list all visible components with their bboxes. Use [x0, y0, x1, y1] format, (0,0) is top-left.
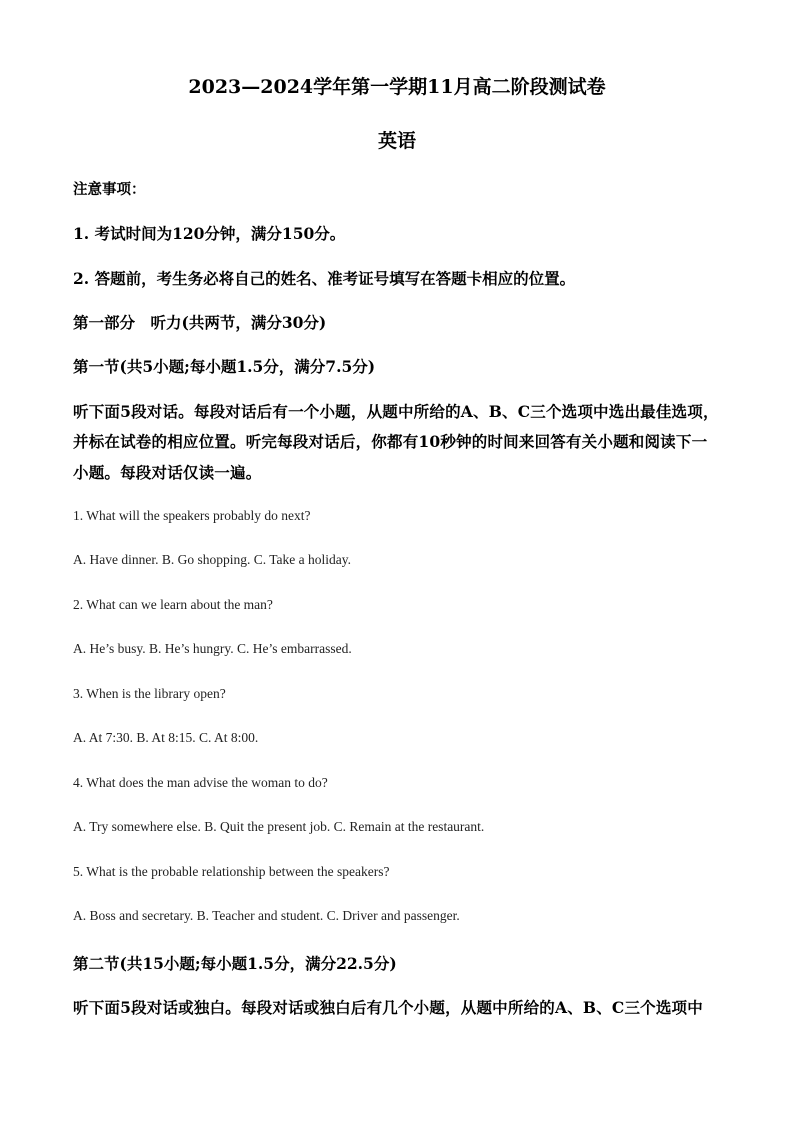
question-text: 1. What will the speakers probably do next?: [73, 508, 311, 523]
part-title: 第一部分 听力(共两节，满分30分): [73, 313, 327, 332]
instruction-line: 听下面5段对话。每段对话后有一个小题，从题中所给的A、B、C三个选项中选出最佳选项，: [73, 402, 719, 421]
subject-title: 英语: [377, 130, 416, 152]
notice-item: 1. 考试时间为120分钟，满分150分。: [73, 224, 346, 243]
question-options: A. He’s busy. B. He’s hungry. C. He’s embarrassed.: [73, 641, 352, 656]
instruction-line: 听下面5段对话或独白。每段对话或独白后有几个小题，从题中所给的A、B、C三个选项中: [73, 998, 703, 1017]
instruction-line: 小题。每段对话仅读一遍。: [73, 463, 262, 482]
section-title: 第二节(共15小题;每小题1.5分，满分22.5分): [73, 954, 397, 973]
exam-title: 2023—2024学年第一学期11月高二阶段测试卷: [188, 76, 606, 98]
question-text: 3. When is the library open?: [73, 686, 226, 701]
notice-heading: 注意事项：: [73, 181, 146, 198]
question-text: 2. What can we learn about the man?: [73, 597, 273, 612]
question-options: A. Try somewhere else. B. Quit the present job. C. Remain at the restaurant.: [73, 819, 485, 834]
instruction-line: 并标在试卷的相应位置。听完每段对话后，你都有10秒钟的时间来回答有关小题和阅读下一: [73, 432, 708, 451]
question-text: 4. What does the man advise the woman to do?: [73, 775, 328, 790]
section-title: 第一节(共5小题;每小题1.5分，满分7.5分): [73, 357, 376, 376]
notice-item: 2. 答题前，考生务必将自己的姓名、准考证号填写在答题卡相应的位置。: [73, 269, 576, 288]
question-options: A. Have dinner. B. Go shopping. C. Take a holiday.: [73, 552, 352, 567]
question-options: A. At 7:30. B. At 8:15. C. At 8:00.: [73, 730, 259, 745]
question-options: A. Boss and secretary. B. Teacher and student. C. Driver and passenger.: [73, 908, 460, 923]
question-text: 5. What is the probable relationship between the speakers?: [73, 864, 390, 879]
